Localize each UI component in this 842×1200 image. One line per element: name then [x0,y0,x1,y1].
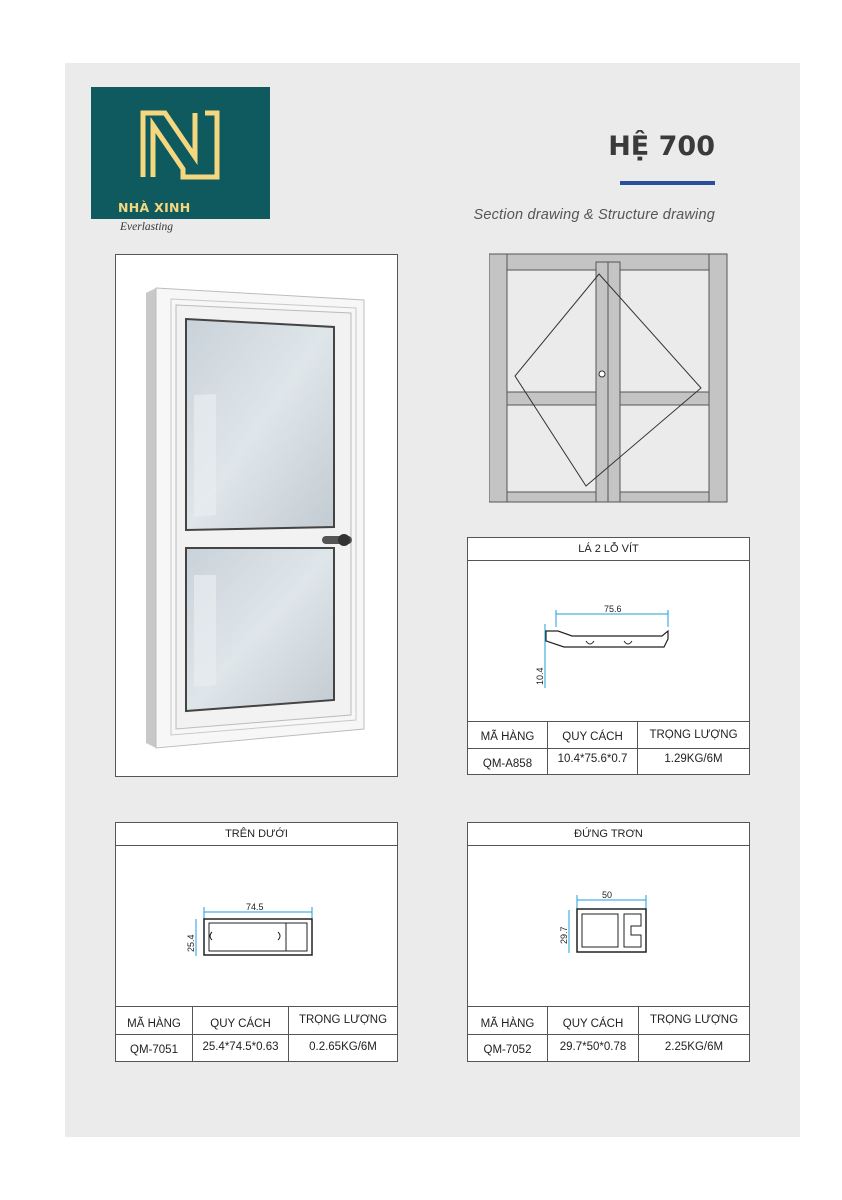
logo-n-mark-icon [139,109,221,181]
width-dimension: 74.5 [246,902,264,912]
profile-section-drawing [468,846,749,1006]
profile-section-drawing [468,561,749,721]
profile-spec-table [468,1006,749,1061]
header-weight: TRỌNG LƯỢNG [298,1014,388,1026]
header-code: MÃ HÀNG [468,1007,548,1034]
page-subtitle: Section drawing & Structure drawing [473,207,715,223]
value-weight: 1.29KG/6M [664,753,723,765]
brand-name: NHÀ XINH [118,200,191,215]
header-weight: TRỌNG LƯỢNG [649,729,738,741]
value-code: QM-A858 [468,749,548,775]
profile-spec-table [116,1006,397,1061]
height-dimension: 10.4 [535,667,545,685]
profile-card-qm-7052 [467,822,750,1062]
double-door-elevation [489,252,729,504]
brand-logo [91,87,270,219]
profile-card-qm-7051 [115,822,398,1062]
profile-title: TRÊN DƯỚI [116,823,397,846]
value-code: QM-7052 [468,1035,548,1062]
door-render-panel [115,254,398,777]
door-render-image [116,255,397,776]
structure-elevation-drawing [489,252,729,509]
profile-title: ĐỨNG TRƠN [468,823,749,846]
page-title: HỆ 700 [608,131,715,162]
profile-title: LÁ 2 LỖ VÍT [468,538,749,561]
value-spec: 10.4*75.6*0.7 [548,749,638,775]
header-spec: QUY CÁCH [193,1007,289,1034]
header-weight: TRỌNG LƯỢNG [649,1014,739,1026]
profile-card-qm-a858 [467,537,750,775]
value-spec: 29.7*50*0.78 [548,1035,639,1062]
header-spec: QUY CÁCH [548,722,638,748]
width-dimension: 50 [602,890,613,900]
header-code: MÃ HÀNG [468,722,548,748]
title-underline [620,181,715,185]
header-spec: QUY CÁCH [548,1007,639,1034]
value-code: QM-7051 [116,1035,193,1062]
profile-section-drawing [116,846,397,1006]
height-dimension: 25.4 [186,934,196,952]
brand-tagline: Everlasting [120,221,174,233]
profile-spec-table [468,721,749,774]
height-dimension: 29.7 [559,926,569,944]
value-weight: 0.2.65KG/6M [309,1041,377,1053]
width-dimension: 75.6 [604,604,622,614]
header-code: MÃ HÀNG [116,1007,193,1034]
value-weight: 2.25KG/6M [664,1041,724,1053]
value-spec: 25.4*74.5*0.63 [193,1035,289,1062]
